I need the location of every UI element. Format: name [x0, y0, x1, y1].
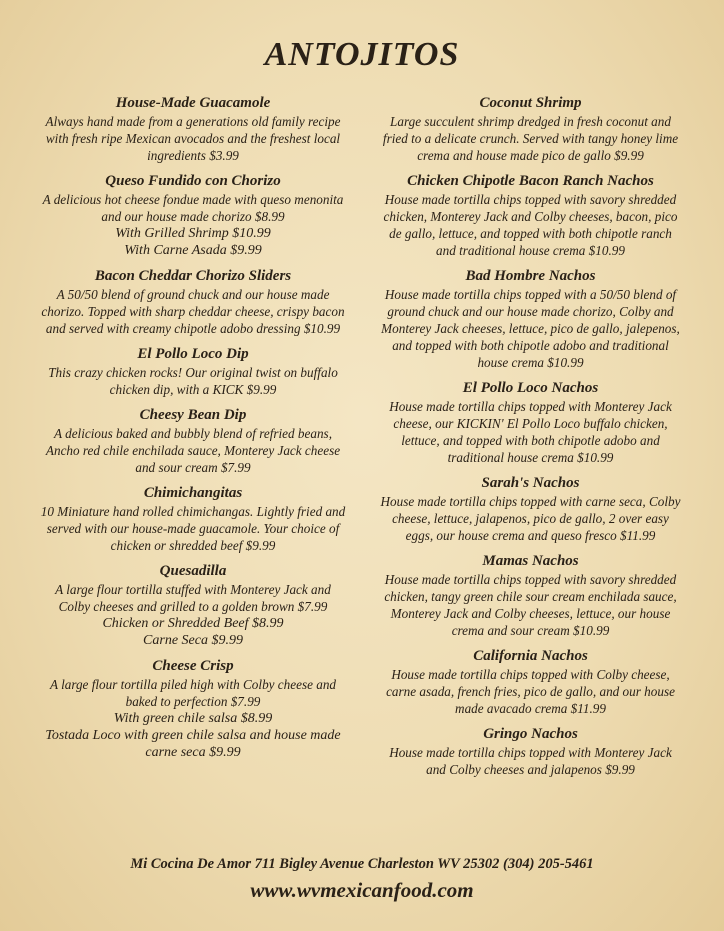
- menu-item-description: A delicious baked and bubbly blend of refried beans, Ancho red chile enchilada sauce, Monterey Jack cheese and sour cream $7.99: [45, 426, 341, 475]
- menu-item-description: House made tortilla chips topped with Colby cheese, carne asada, french fries, pico de gallo, and our house made avacado crema $11.99: [386, 667, 675, 716]
- menu-item-name: House-Made Guacamole: [115, 95, 271, 111]
- menu-item: [38, 345, 348, 398]
- menu-item-name: California Nachos: [473, 648, 588, 664]
- menu-item-name: Quesadilla: [159, 563, 227, 579]
- menu-item-description: House made tortilla chips topped with Monterey Jack and Colby cheeses and jalapenos $9.99: [389, 745, 672, 777]
- menu-item: [378, 474, 683, 544]
- menu-item-description: House made tortilla chips topped with savory shredded chicken, tangy green chile sour cream enchilada sauce, Monterey Jack and Colby cheeses, lettuce, our house crema and sour cream $10.99: [384, 572, 677, 638]
- menu-item-name: Cheesy Bean Dip: [139, 407, 247, 423]
- menu-item-name: Sarah's Nachos: [481, 475, 580, 491]
- menu-item-description: Always hand made from a generations old family recipe with fresh ripe Mexican avocados and the freshest local ingredients $3.99: [45, 114, 341, 163]
- menu-item: [38, 94, 348, 164]
- menu-item: [378, 725, 683, 778]
- menu-item: [38, 406, 348, 476]
- menu-item-description: A 50/50 blend of ground chuck and our house made chorizo. Topped with sharp cheddar cheese, crispy bacon and served with creamy chipotle adobo dressing $10.99: [41, 287, 345, 336]
- menu-item-name: Mamas Nachos: [482, 553, 579, 569]
- menu-item-description: House made tortilla chips topped with a 50/50 blend of ground chuck and our house made chorizo, Colby and Monterey Jack cheeses, lettuce, pico de gallo, jalepenos, and topped with both chipotle adobo and traditional house crema $10.99: [381, 287, 680, 370]
- menu-item-option: Tostada Loco with green chile salsa and house made carne seca $9.99: [45, 728, 341, 760]
- menu-item-description: A large flour tortilla stuffed with Monterey Jack and Colby cheeses and grilled to a golden brown $7.99: [55, 582, 331, 614]
- menu-item: [38, 267, 348, 337]
- menu-item: [378, 267, 683, 371]
- menu-item-name: Coconut Shrimp: [479, 95, 582, 111]
- menu-item: [38, 172, 348, 259]
- menu-item-name: El Pollo Loco Dip: [137, 346, 249, 362]
- left-column: [38, 94, 348, 769]
- menu-item-description: 10 Miniature hand rolled chimichangas. Lightly fried and served with our house-made guacamole. Your choice of chicken or shredded beef $9.99: [40, 504, 346, 553]
- menu-item-description: House made tortilla chips topped with savory shredded chicken, Monterey Jack and Colby cheeses, bacon, pico de gallo, lettuce, and topped with both chipotle ranch and traditional house crema $10.99: [383, 192, 678, 258]
- menu-item-option: Chicken or Shredded Beef $8.99: [102, 616, 284, 631]
- menu-item-name: El Pollo Loco Nachos: [462, 380, 599, 396]
- menu-item: [38, 562, 348, 649]
- menu-item-description: Large succulent shrimp dredged in fresh coconut and fried to a delicate crunch. Served with tangy honey lime crema and house made pico de gallo $9.99: [382, 114, 679, 163]
- menu-item: [378, 552, 683, 639]
- menu-item-name: Bacon Cheddar Chorizo Sliders: [94, 268, 292, 284]
- menu-item: [378, 379, 683, 466]
- menu-item-description: House made tortilla chips topped with carne seca, Colby cheese, lettuce, jalapenos, pico de gallo, 2 over easy eggs, our house crema and queso fresco $11.99: [380, 494, 681, 543]
- menu-item-name: Chimichangitas: [143, 485, 243, 501]
- menu-item: [378, 647, 683, 717]
- menu-item-option: With Carne Asada $9.99: [124, 243, 262, 258]
- menu-item-option: Carne Seca $9.99: [143, 633, 243, 648]
- menu-item-name: Gringo Nachos: [483, 726, 578, 742]
- restaurant-address: Mi Cocina De Amor 711 Bigley Avenue Charleston WV 25302 (304) 205-5461: [130, 856, 594, 872]
- menu-item: [378, 172, 683, 259]
- menu-item-description: House made tortilla chips topped with Monterey Jack cheese, our KICKIN' El Pollo Loco buffalo chicken, lettuce, and topped with both chipotle adobo and traditional house crema $10.99: [389, 399, 672, 465]
- menu-item-description: A large flour tortilla piled high with Colby cheese and baked to perfection $7.99: [49, 677, 337, 709]
- right-column: [378, 94, 683, 786]
- menu-item: [378, 94, 683, 164]
- menu-title: ANTOJITOS: [264, 36, 460, 73]
- menu-item: [38, 657, 348, 761]
- menu-item-description: A delicious hot cheese fondue made with queso menonita and our house made chorizo $8.99: [42, 192, 344, 224]
- menu-item-option: With green chile salsa $8.99: [113, 711, 273, 726]
- website-link[interactable]: www.wvmexicanfood.com: [250, 878, 474, 902]
- menu-item-description: This crazy chicken rocks! Our original twist on buffalo chicken dip, with a KICK $9.99: [48, 365, 338, 397]
- menu-item-name: Bad Hombre Nachos: [465, 268, 596, 284]
- menu-item-option: With Grilled Shrimp $10.99: [115, 226, 271, 241]
- menu-item: [38, 484, 348, 554]
- menu-item-name: Cheese Crisp: [152, 658, 234, 674]
- menu-item-name: Queso Fundido con Chorizo: [105, 173, 281, 189]
- menu-item-name: Chicken Chipotle Bacon Ranch Nachos: [407, 173, 654, 189]
